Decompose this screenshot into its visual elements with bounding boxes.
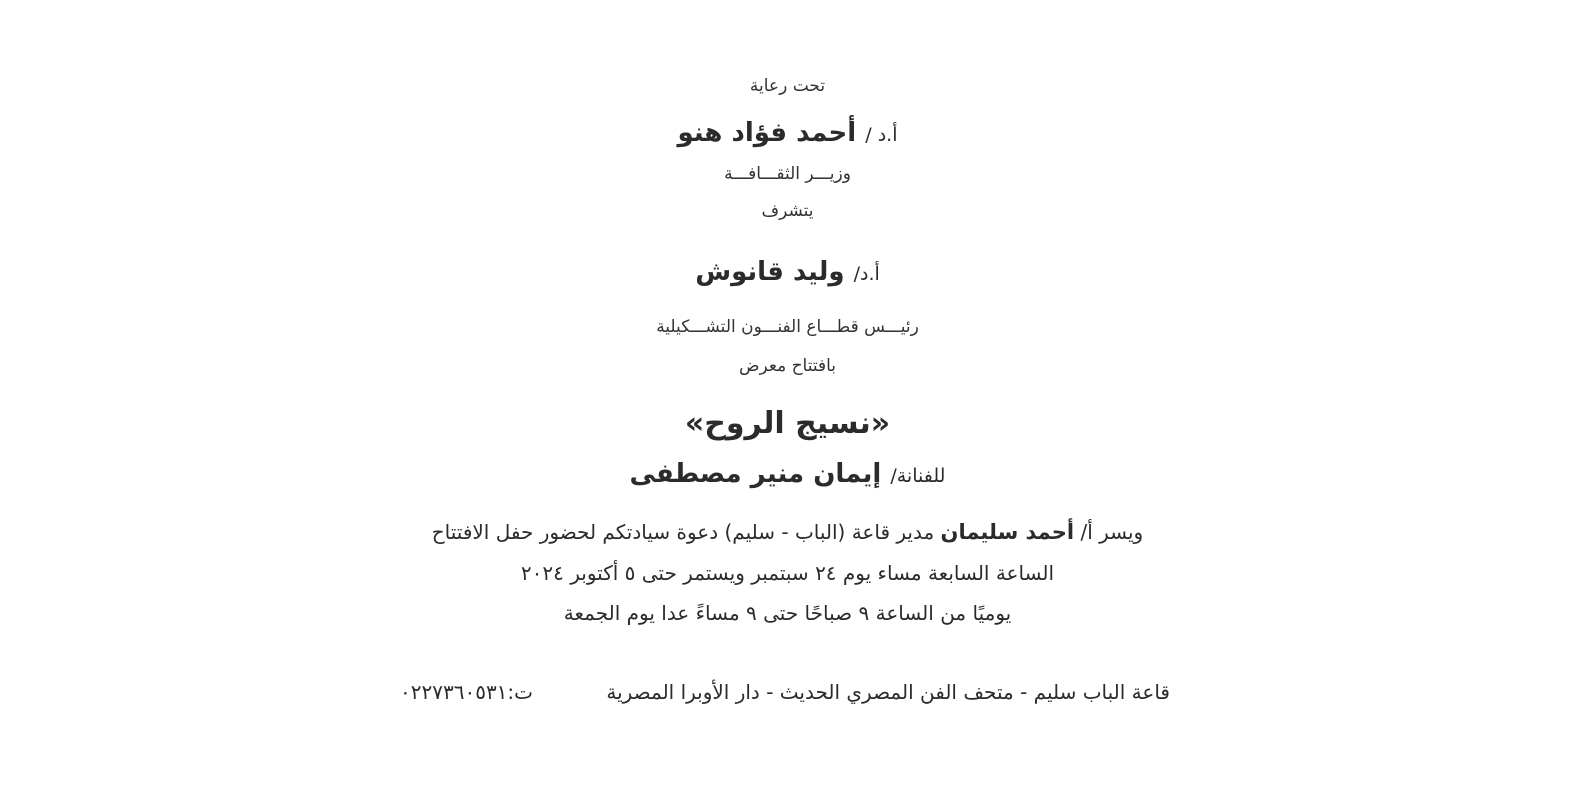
minister-name: أحمد فؤاد هنو xyxy=(677,118,857,148)
artist-name: إيمان منير مصطفى xyxy=(629,459,882,489)
sector-head-line xyxy=(0,257,1575,287)
footer-line xyxy=(400,680,1170,704)
venue-address: قاعة الباب سليم - متحف الفن المصري الحديث - دار الأوبرا المصرية xyxy=(606,680,1170,704)
minister-title: وزيـــر الثقـــافـــة xyxy=(724,164,851,184)
daily-hours-line: يوميًا من الساعة ٩ صباحًا حتى ٩ مساءً عدا يوم الجمعة xyxy=(563,601,1012,625)
phone-number: ت:٠٢٢٧٣٦٠٥٣١ xyxy=(400,680,533,704)
sector-head-title: رئيـــس قطـــاع الفنـــون التشـــكيلية xyxy=(656,317,919,337)
minister-line xyxy=(0,118,1575,148)
event-time-line: الساعة السابعة مساء يوم ٢٤ سبتمبر ويستمر حتى ٥ أكتوبر ٢٠٢٤ xyxy=(520,561,1055,585)
invite-start: ويسر أ/ xyxy=(1080,520,1144,544)
exhibition-title: «نسيج الروح» xyxy=(684,406,891,441)
manager-name: أحمد سليمان xyxy=(940,520,1075,544)
minister-prefix: أ.د / xyxy=(865,124,898,146)
artist-prefix: للفنانة/ xyxy=(890,465,946,487)
invite-line xyxy=(0,520,1575,544)
honored-line: يتشرف xyxy=(761,201,814,221)
artist-line xyxy=(0,459,1575,489)
invite-rest: مدير قاعة (الباب - سليم) دعوة سيادتكم لحضور حفل الافتتاح xyxy=(431,520,935,544)
patronage-line: تحت رعاية xyxy=(749,76,826,96)
opening-line: بافتتاح معرض xyxy=(738,356,837,376)
sector-head-name: وليد قانوش xyxy=(695,257,845,287)
sector-head-prefix: أ.د/ xyxy=(853,263,880,285)
